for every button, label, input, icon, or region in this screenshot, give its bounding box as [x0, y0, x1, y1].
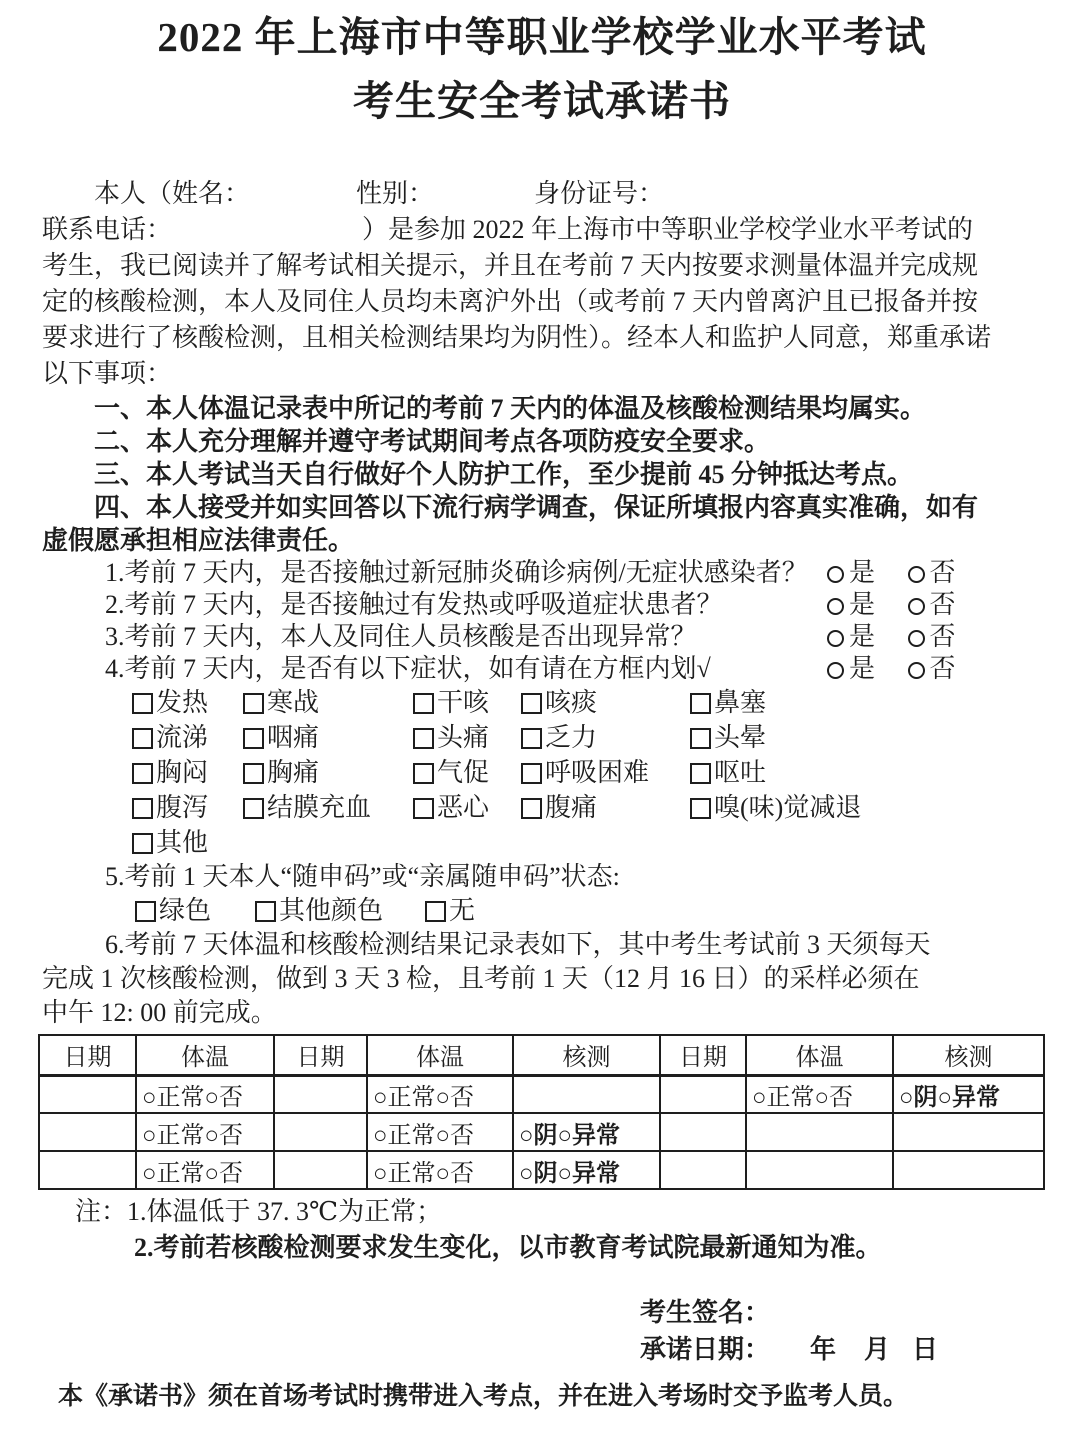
question-6-line1: 6.考前 7 天体温和核酸检测结果记录表如下，其中考生考试前 3 天须每天	[105, 930, 931, 959]
yes-option-label: 是	[849, 558, 876, 587]
temperature-record-table	[38, 1034, 1045, 1190]
notes-section	[42, 1194, 1042, 1266]
signature-line	[640, 1294, 1042, 1331]
symptom-item[interactable]	[521, 755, 690, 790]
table-row	[39, 1151, 1044, 1189]
phone-label: 联系电话：	[42, 215, 173, 244]
symptom-label: 咽痛	[267, 723, 320, 752]
signature-label: 考生签名：	[640, 1298, 771, 1327]
symptom-row	[42, 790, 1042, 825]
question-1-text: 1.考前 7 天内，是否接触过新冠肺炎确诊病例/无症状感染者？	[105, 558, 808, 587]
radio-circle-icon[interactable]	[827, 598, 844, 615]
symptom-row	[42, 755, 1042, 790]
symptom-label: 其他	[156, 828, 209, 857]
symptom-label: 腹痛	[545, 793, 598, 822]
id-number-label: 身份证号：	[534, 179, 665, 208]
radio-circle-icon[interactable]	[908, 662, 925, 679]
yes-option-label: 是	[849, 622, 876, 651]
question-6-line3: 中午 12: 00 前完成。	[42, 998, 277, 1027]
commitment-item-1: 一、本人体温记录表中所记的考前 7 天内的体温及核酸检测结果均属实。	[94, 394, 927, 423]
question-3	[42, 621, 1042, 653]
symptom-item[interactable]	[132, 720, 243, 755]
radio-circle-icon[interactable]	[908, 598, 925, 615]
symptom-label: 结膜充血	[267, 793, 372, 822]
question-2	[42, 589, 1042, 621]
intro-line-4: 定的核酸检测，本人及同住人员均未离沪外出（或考前 7 天内曾离沪且已报备并按	[42, 287, 979, 316]
intro-after-phone-text: ）是参加 2022 年上海市中等职业学校学业水平考试的	[362, 215, 974, 244]
radio-circle-icon[interactable]	[827, 566, 844, 583]
no-option-label: 否	[929, 558, 956, 587]
checkbox-icon[interactable]	[413, 728, 434, 749]
symptom-label: 乏力	[545, 723, 598, 752]
question-6-line2: 完成 1 次核酸检测，做到 3 天 3 检，且考前 1 天（12 月 16 日）的采样必须在	[42, 964, 920, 993]
nat-option-cell[interactable]: ○阴○异常	[893, 1075, 1044, 1113]
temp-option-cell[interactable]: ○正常○否	[136, 1075, 274, 1113]
symptom-item[interactable]	[132, 685, 243, 720]
column-header-date: 日期	[660, 1035, 746, 1075]
checkbox-icon[interactable]	[243, 763, 264, 784]
document-title-line1: 2022 年上海市中等职业学校学业水平考试	[157, 14, 927, 60]
checkbox-icon[interactable]	[521, 798, 542, 819]
checkbox-icon[interactable]	[243, 693, 264, 714]
question-1	[42, 557, 1042, 589]
checkbox-icon[interactable]	[243, 728, 264, 749]
no-option[interactable]	[908, 558, 956, 587]
table-header-row	[39, 1035, 1044, 1075]
checkbox-icon[interactable]	[521, 728, 542, 749]
symptom-item[interactable]	[690, 755, 1042, 790]
intro-line-5: 要求进行了核酸检测，且相关检测结果均为阴性）。经本人和监护人同意，郑重承诺	[42, 323, 992, 352]
symptom-item[interactable]	[521, 685, 690, 720]
date-cell[interactable]	[39, 1151, 136, 1189]
intro-paragraph	[42, 176, 1042, 392]
symptom-item[interactable]	[243, 790, 413, 825]
question-5-text: 5.考前 1 天本人“随申码”或“亲属随申码”状态:	[105, 862, 620, 891]
document-title-line2: 考生安全考试承诺书	[353, 78, 731, 124]
date-line	[640, 1331, 1042, 1368]
checkbox-icon[interactable]	[132, 798, 153, 819]
symptom-item[interactable]	[413, 685, 521, 720]
code-status-option-none[interactable]	[425, 894, 475, 928]
symptom-item[interactable]	[690, 720, 1042, 755]
column-header-nat: 核测	[893, 1035, 1044, 1075]
symptom-label: 寒战	[267, 688, 320, 717]
checkbox-icon[interactable]	[132, 728, 153, 749]
symptom-checklist	[42, 685, 1042, 860]
date-cell[interactable]	[274, 1075, 367, 1113]
checkbox-icon[interactable]	[135, 901, 156, 922]
radio-circle-icon[interactable]	[908, 566, 925, 583]
intro-line-6: 以下事项：	[42, 359, 173, 388]
symptom-label: 流涕	[156, 723, 209, 752]
temp-option-cell[interactable]: ○正常○否	[136, 1113, 274, 1151]
commitment-list	[42, 392, 1042, 557]
symptom-label: 恶心	[437, 793, 490, 822]
commitment-item-4-line1: 四、本人接受并如实回答以下流行病学调查，保证所填报内容真实准确，如有	[94, 493, 979, 522]
yes-option-label: 是	[849, 654, 876, 683]
notes-label: 注：	[75, 1197, 128, 1226]
symptom-label: 呕吐	[714, 758, 767, 787]
nat-option-cell[interactable]	[513, 1075, 660, 1113]
option-label: 无	[449, 896, 476, 925]
nat-option-cell[interactable]	[893, 1113, 1044, 1151]
checkbox-icon[interactable]	[132, 763, 153, 784]
column-header-nat: 核测	[513, 1035, 660, 1075]
table-row	[39, 1075, 1044, 1113]
checkbox-icon[interactable]	[255, 901, 276, 922]
no-option-label: 否	[929, 622, 956, 651]
intro-line-identity	[42, 176, 1042, 212]
promise-date-label: 承诺日期：	[640, 1335, 771, 1364]
footer-instruction: 本《承诺书》须在首场考试时携带进入考点，并在进入考场时交予监考人员。	[58, 1383, 909, 1410]
yes-option[interactable]	[827, 622, 875, 651]
column-header-date: 日期	[274, 1035, 367, 1075]
radio-circle-icon[interactable]	[827, 662, 844, 679]
symptom-item[interactable]	[413, 720, 521, 755]
column-header-date: 日期	[39, 1035, 136, 1075]
no-option-label: 否	[929, 590, 956, 619]
date-cell[interactable]	[39, 1113, 136, 1151]
symptom-item[interactable]	[243, 720, 413, 755]
checkbox-icon[interactable]	[132, 693, 153, 714]
symptom-item[interactable]	[690, 685, 1042, 720]
symptom-item[interactable]	[521, 720, 690, 755]
name-label: 本人（姓名：	[94, 179, 251, 208]
temp-option-cell[interactable]	[746, 1151, 893, 1189]
commitment-item-2: 二、本人充分理解并遵守考试期间考点各项防疫安全要求。	[94, 427, 771, 456]
commitment-item-4-line2: 虚假愿承担相应法律责任。	[42, 526, 355, 555]
symptom-label: 腹泻	[156, 793, 209, 822]
note-2: 2.考前若核酸检测要求发生变化，以市教育考试院最新通知为准。	[134, 1233, 882, 1262]
nat-option-cell[interactable]	[893, 1151, 1044, 1189]
question-3-text: 3.考前 7 天内，本人及同住人员核酸是否出现异常？	[105, 622, 697, 651]
year-label: 年	[810, 1335, 837, 1364]
symptom-item[interactable]	[413, 755, 521, 790]
temp-option-cell[interactable]	[746, 1113, 893, 1151]
column-header-temp: 体温	[136, 1035, 274, 1075]
column-header-temp: 体温	[746, 1035, 893, 1075]
checkbox-icon[interactable]	[413, 798, 434, 819]
symptom-item[interactable]	[243, 685, 413, 720]
question-5-options	[42, 894, 1042, 928]
symptom-label: 胸痛	[267, 758, 320, 787]
symptom-row	[42, 720, 1042, 755]
month-label: 月	[864, 1335, 891, 1364]
question-4	[42, 653, 1042, 685]
temp-option-cell[interactable]: ○正常○否	[367, 1151, 513, 1189]
symptom-item[interactable]	[690, 790, 1042, 825]
symptom-item[interactable]	[132, 755, 243, 790]
radio-circle-icon[interactable]	[908, 630, 925, 647]
symptom-label: 干咳	[437, 688, 490, 717]
date-cell[interactable]	[660, 1075, 746, 1113]
date-cell[interactable]	[660, 1113, 746, 1151]
no-option[interactable]	[908, 590, 956, 619]
checkbox-icon[interactable]	[690, 798, 711, 819]
option-label: 其他颜色	[279, 896, 384, 925]
checkbox-icon[interactable]	[413, 693, 434, 714]
question-3-options	[827, 621, 956, 653]
date-cell[interactable]	[660, 1151, 746, 1189]
question-6	[42, 928, 1042, 1030]
code-status-option-green[interactable]	[135, 894, 255, 928]
symptom-label: 头痛	[437, 723, 490, 752]
code-status-option-other[interactable]	[255, 894, 425, 928]
symptom-item[interactable]	[132, 825, 243, 860]
date-cell[interactable]	[274, 1113, 367, 1151]
yes-option[interactable]	[827, 558, 875, 587]
note-1-text: 1.体温低于 37. 3℃为正常；	[127, 1197, 443, 1226]
commitment-item-3: 三、本人考试当天自行做好个人防护工作，至少提前 45 分钟抵达考点。	[94, 460, 914, 489]
no-option[interactable]	[908, 654, 956, 683]
checkbox-icon[interactable]	[132, 833, 153, 854]
symptom-label: 发热	[156, 688, 209, 717]
symptom-label: 咳痰	[545, 688, 598, 717]
survey-questions	[42, 557, 1042, 685]
option-label: 绿色	[159, 896, 212, 925]
no-option[interactable]	[908, 622, 956, 651]
column-header-temp: 体温	[367, 1035, 513, 1075]
symptom-item[interactable]	[521, 790, 690, 825]
signature-block	[640, 1294, 1042, 1368]
yes-option[interactable]	[827, 590, 875, 619]
symptom-label: 嗅(味)觉减退	[714, 793, 862, 822]
checkbox-icon[interactable]	[413, 763, 434, 784]
note-1	[75, 1194, 1042, 1230]
symptom-row	[42, 825, 1042, 860]
checkbox-icon[interactable]	[690, 728, 711, 749]
temp-option-cell[interactable]: ○正常○否	[136, 1151, 274, 1189]
temp-option-cell[interactable]: ○正常○否	[367, 1075, 513, 1113]
checkbox-icon[interactable]	[521, 693, 542, 714]
temp-option-cell[interactable]: ○正常○否	[746, 1075, 893, 1113]
symptom-item[interactable]	[243, 755, 413, 790]
checkbox-icon[interactable]	[690, 763, 711, 784]
checkbox-icon[interactable]	[425, 901, 446, 922]
nat-option-cell[interactable]: ○阴○异常	[513, 1113, 660, 1151]
symptom-label: 气促	[437, 758, 490, 787]
symptom-label: 呼吸困难	[545, 758, 650, 787]
question-2-options	[827, 589, 956, 621]
intro-line-phone	[42, 212, 1042, 248]
symptom-label: 鼻塞	[714, 688, 767, 717]
yes-option-label: 是	[849, 590, 876, 619]
radio-circle-icon[interactable]	[827, 630, 844, 647]
yes-option[interactable]	[827, 654, 875, 683]
symptom-item[interactable]	[413, 790, 521, 825]
checkbox-icon[interactable]	[690, 693, 711, 714]
checkbox-icon[interactable]	[521, 763, 542, 784]
no-option-label: 否	[929, 654, 956, 683]
table-row	[39, 1113, 1044, 1151]
nat-option-cell[interactable]: ○阴○异常	[513, 1151, 660, 1189]
gender-label: 性别：	[356, 179, 435, 208]
symptom-label: 胸闷	[156, 758, 209, 787]
date-cell[interactable]	[39, 1075, 136, 1113]
question-1-options	[827, 557, 956, 589]
symptom-label: 头晕	[714, 723, 767, 752]
day-label: 日	[912, 1335, 939, 1364]
question-4-text: 4.考前 7 天内，是否有以下症状，如有请在方框内划√	[105, 654, 711, 683]
intro-line-3: 考生，我已阅读并了解考试相关提示，并且在考前 7 天内按要求测量体温并完成规	[42, 251, 979, 280]
checkbox-icon[interactable]	[243, 798, 264, 819]
symptom-row	[42, 685, 1042, 720]
question-2-text: 2.考前 7 天内，是否接触过有发热或呼吸道症状患者？	[105, 590, 723, 619]
date-cell[interactable]	[274, 1151, 367, 1189]
question-4-options	[827, 653, 956, 685]
symptom-item[interactable]	[132, 790, 243, 825]
temp-option-cell[interactable]: ○正常○否	[367, 1113, 513, 1151]
